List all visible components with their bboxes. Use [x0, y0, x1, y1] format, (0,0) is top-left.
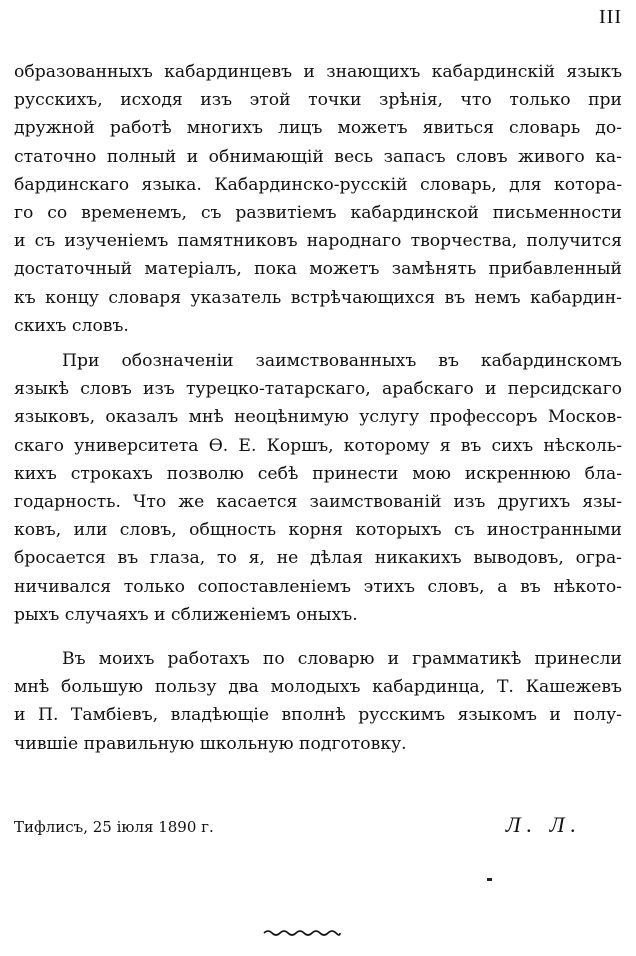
- text-line: Въ моихъ работахъ по словарю и грамматикѣ принесли: [62, 649, 622, 669]
- text-line: русскихъ, исходя изъ этой точки зрѣнія, что только при: [14, 90, 622, 111]
- text-line: бардинскаго языка. Кабардинско-русскій словарь, для котора-: [14, 174, 622, 195]
- text-line: ковъ, или словъ, общность корня которыхъ съ иностранными: [14, 520, 622, 541]
- paragraph-2: [14, 347, 622, 629]
- text-line: и съ изученіемъ памятниковъ народнаго творчества, получится: [14, 231, 622, 252]
- paragraph-3: [14, 645, 622, 758]
- text-line: языковъ, оказалъ мнѣ неоцѣнимую услугу профессоръ Москов-: [14, 407, 622, 428]
- place-date: Тифлисъ, 25 іюля 1890 г.: [14, 818, 214, 836]
- text-line: языкѣ словъ изъ турецко-татарскаго, арабскаго и персидскаго: [14, 379, 622, 400]
- text-line: кихъ строкахъ позволю себѣ принести мою искреннюю бла-: [14, 463, 622, 484]
- print-speck: [487, 878, 492, 881]
- author-initials: Л. Л.: [505, 812, 582, 837]
- text-line: скаго университета Ѳ. Е. Коршъ, которому я въ сихъ нѣсколь-: [14, 435, 622, 456]
- text-line: рыхъ случаяхъ и сближеніемъ оныхъ.: [14, 604, 358, 625]
- text-line: ничивался только сопоставленіемъ этихъ словъ, а въ нѣкото-: [14, 576, 622, 597]
- text-line: годарность. Что же касается заимствованій изъ другихъ язы-: [14, 492, 622, 513]
- text-line: мнѣ большую пользу два молодыхъ кабардинца, Т. Кашежевъ: [14, 677, 622, 698]
- text-line: скихъ словъ.: [14, 315, 129, 336]
- page-number: III: [599, 6, 622, 28]
- text-line: образованныхъ кабардинцевъ и знающихъ кабардинскій языкъ: [14, 62, 622, 82]
- text-line: чившіе правильную школьную подготовку.: [14, 733, 407, 754]
- wavy-divider-icon: [262, 927, 342, 939]
- text-line: дружной работѣ многихъ лицъ можетъ явиться словарь до-: [14, 118, 622, 139]
- text-line: статочно полный и обнимающій весь запасъ словъ живого ка-: [14, 146, 622, 167]
- text-line: го со временемъ, съ развитіемъ кабардинской письменности: [14, 203, 622, 224]
- text-line: достаточный матеріалъ, пока можетъ замѣнять прибавленный: [14, 259, 622, 280]
- text-line: къ концу словаря указатель встрѣчающихся въ немъ кабардин-: [14, 287, 622, 308]
- paragraph-1: [14, 58, 622, 340]
- text-line: бросается въ глаза, то я, не дѣлая никакихъ выводовъ, огра-: [14, 548, 622, 569]
- text-line: и П. Тамбіевъ, владѣющіе вполнѣ русскимъ языкомъ и полу-: [14, 705, 622, 726]
- text-line: При обозначеніи заимствованныхъ въ кабардинскомъ: [62, 351, 622, 371]
